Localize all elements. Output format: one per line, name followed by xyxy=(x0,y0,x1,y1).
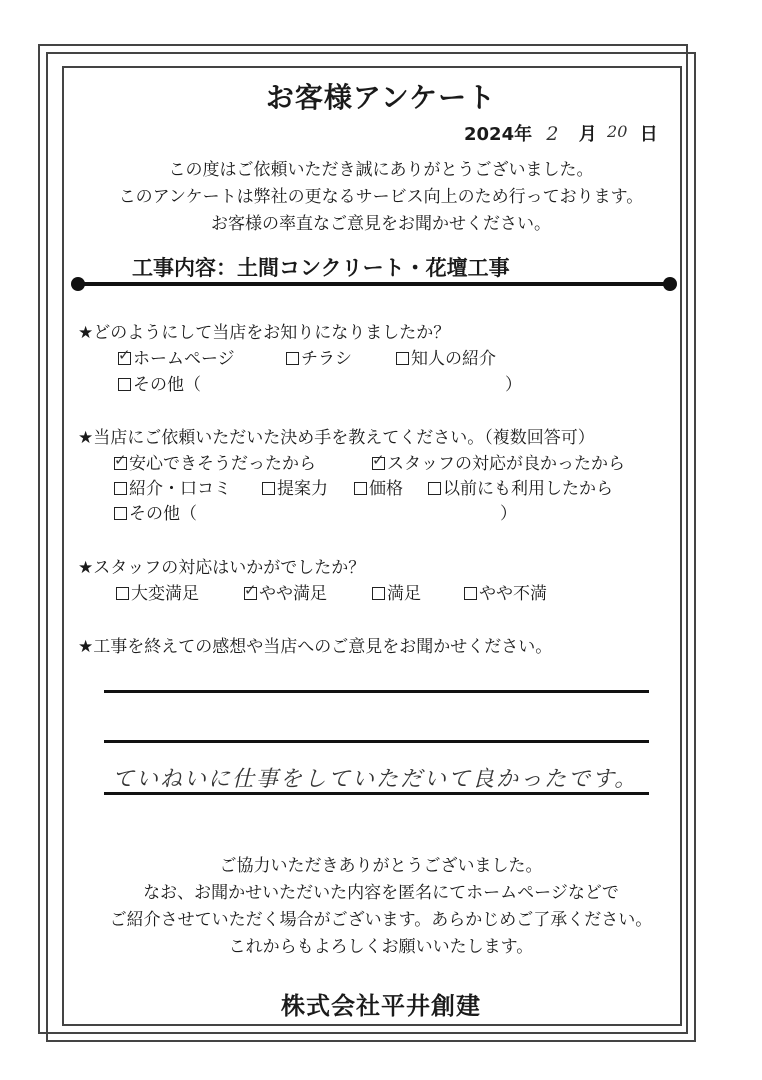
checkbox-checked[interactable] xyxy=(244,587,257,600)
checkbox-checked[interactable] xyxy=(372,457,385,470)
checkbox[interactable] xyxy=(428,482,441,495)
q4-question: ★工事を終えての感想や当店へのご意見をお聞かせください。 xyxy=(78,637,553,657)
date-month-value: 2 xyxy=(546,123,559,145)
checkbox[interactable] xyxy=(262,482,275,495)
intro-line-2: このアンケートは弊社の更なるサービス向上のため行っております。 xyxy=(118,187,644,207)
q2-question: ★当店にご依頼いただいた決め手を教えてください。（複数回答可） xyxy=(78,428,595,448)
q1-option-other[interactable]: その他（ xyxy=(118,370,201,395)
q2-option-reassuring[interactable]: ✓安心できそうだったから xyxy=(114,449,316,474)
intro-line-3: お客様の率直なご意見をお聞かせください。 xyxy=(211,214,551,234)
checkbox[interactable] xyxy=(464,587,477,600)
q1-question: ★どのようにして当店をお知りになりましたか？ xyxy=(78,323,451,343)
survey-date xyxy=(464,120,658,146)
answer-line-3 xyxy=(104,792,649,795)
q1-option-flyer[interactable]: チラシ xyxy=(286,344,352,369)
checkbox-checked[interactable] xyxy=(114,457,127,470)
q3-option-somewhat-dissatisfied[interactable]: やや不満 xyxy=(464,579,547,604)
q2-option-previous[interactable]: 以前にも利用したから xyxy=(428,474,613,499)
q2-other-close: ） xyxy=(500,504,517,524)
closing-line-3: ご紹介させていただく場合がございます。あらかじめご了承ください。 xyxy=(109,910,653,930)
closing-line-2: なお、お聞かせいただいた内容を匿名にてホームページなどで xyxy=(143,883,619,903)
intro-line-1: この度はご依頼いただき誠にありがとうございました。 xyxy=(168,160,594,180)
q3-question: ★スタッフの対応はいかがでしたか？ xyxy=(78,558,366,578)
checkbox[interactable] xyxy=(114,507,127,520)
q3-option-somewhat-satisfied[interactable]: ✓ やや満足 xyxy=(244,579,327,604)
company-name: 株式会社平井創建 xyxy=(281,992,481,1020)
q1-option-homepage[interactable]: ✓ホームページ xyxy=(118,344,235,369)
answer-line-2 xyxy=(104,740,649,743)
closing-line-4: これからもよろしくお願いいたします。 xyxy=(228,937,534,957)
checkbox-checked[interactable] xyxy=(118,352,131,365)
checkbox[interactable] xyxy=(116,587,129,600)
q3-option-very-satisfied[interactable]: 大変満足 xyxy=(116,579,199,604)
checkbox[interactable] xyxy=(372,587,385,600)
checkbox[interactable] xyxy=(118,378,131,391)
divider-dot-right xyxy=(663,277,677,291)
q2-option-price[interactable]: 価格 xyxy=(354,474,403,499)
checkbox[interactable] xyxy=(286,352,299,365)
checkbox[interactable] xyxy=(396,352,409,365)
handwritten-comment: ていねいに仕事をしていただいて良かったです。 xyxy=(112,767,639,792)
date-month-label: 月 xyxy=(578,124,597,145)
survey-title: お客様アンケート xyxy=(265,81,497,114)
answer-line-1 xyxy=(104,690,649,693)
closing-line-1: ご協力いただきありがとうございました。 xyxy=(219,856,543,876)
checkbox[interactable] xyxy=(114,482,127,495)
date-day-label: 日 xyxy=(639,124,658,145)
divider-dot-left xyxy=(71,277,85,291)
q2-option-other[interactable]: その他（ xyxy=(114,499,197,524)
date-day-value: 20 xyxy=(607,122,628,141)
work-content: 工事内容：土間コンクリート・花壇工事 xyxy=(132,256,510,280)
q2-option-proposal[interactable]: 提案力 xyxy=(262,474,328,499)
divider-bar xyxy=(78,282,670,286)
q2-option-staff[interactable]: ✓ スタッフの対応が良かったから xyxy=(372,449,625,474)
date-year: 2024年 xyxy=(464,124,533,145)
q3-option-satisfied[interactable]: 満足 xyxy=(372,579,421,604)
q1-other-close: ） xyxy=(505,375,522,395)
q2-option-referral[interactable]: 紹介・口コミ xyxy=(114,474,231,499)
checkbox[interactable] xyxy=(354,482,367,495)
q1-option-referral[interactable]: 知人の紹介 xyxy=(396,344,496,369)
